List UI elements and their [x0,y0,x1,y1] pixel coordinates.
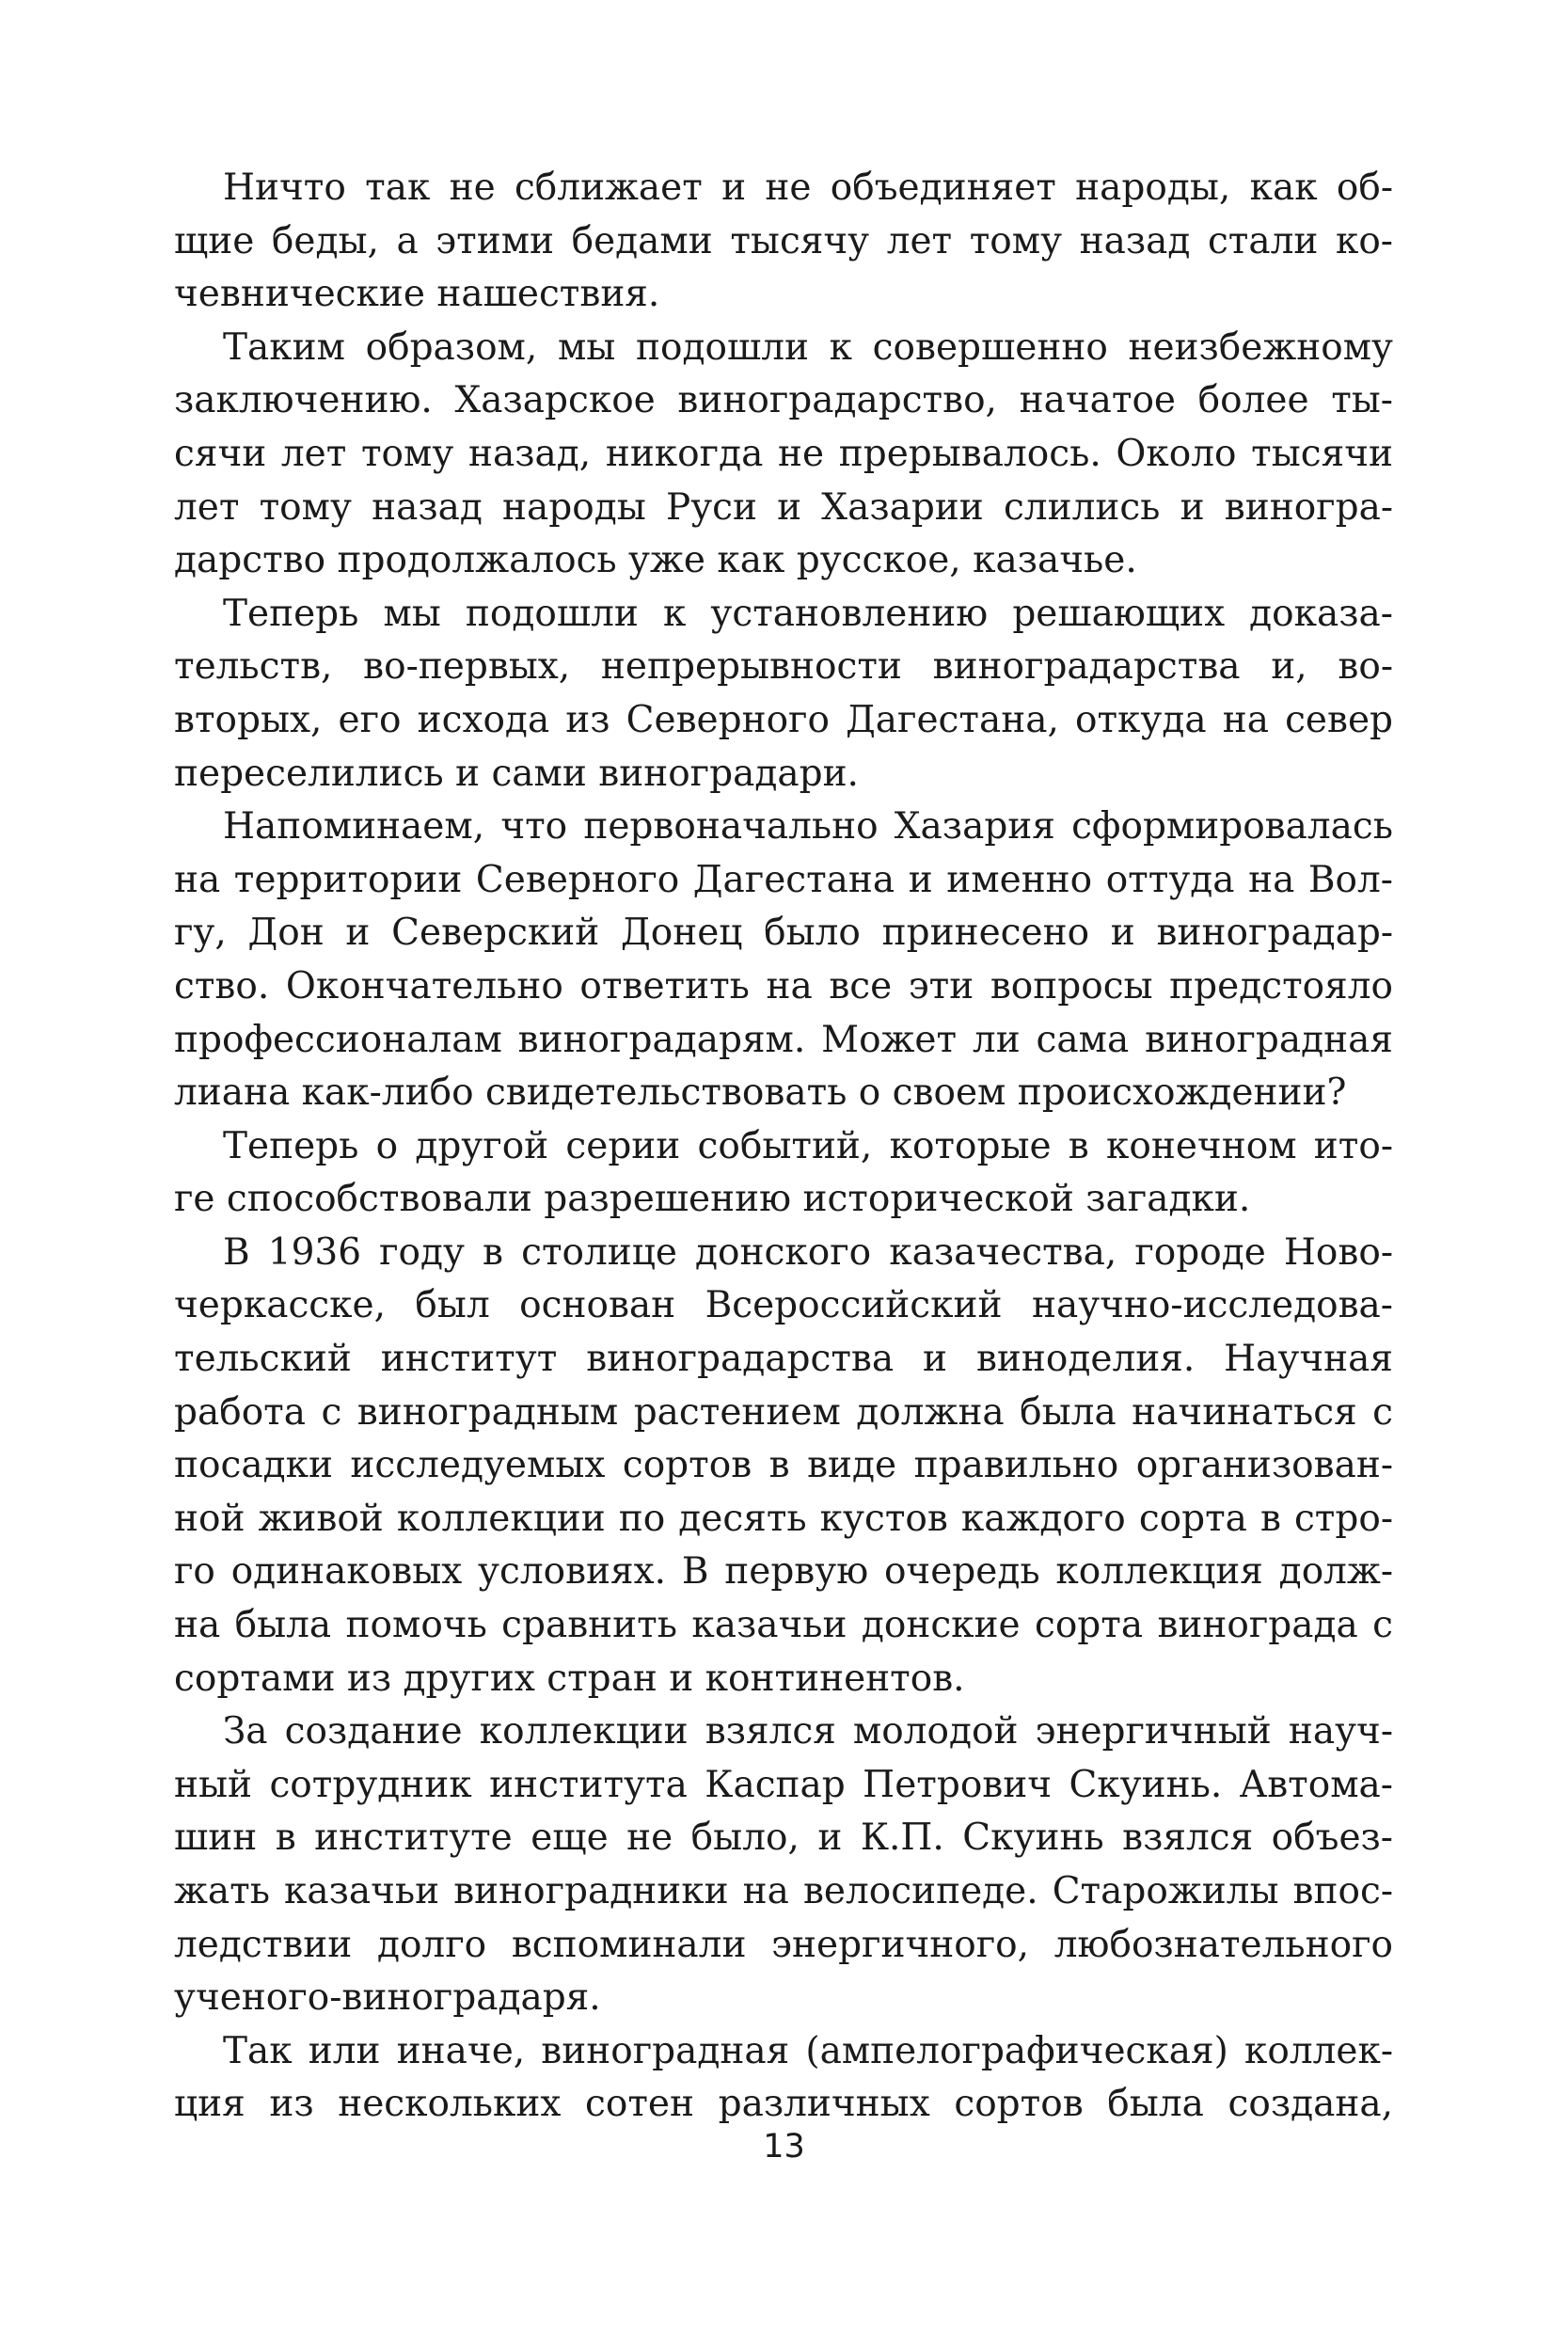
text-line: ство. Окончательно ответить на все эти вопросы предстояло [174,964,1393,1007]
text-line: тельский институт виноградарства и виноделия. Научная [174,1338,1393,1381]
text-line: на территории Северного Дагестана и именно оттуда на Вол- [174,858,1393,901]
text-line: Таким образом, мы подошли к совершенно неизбежному [223,325,1393,369]
text-line: Теперь мы подошли к установлению решающих доказа- [223,592,1393,635]
text-line: на была помочь сравнить казачьи донские сорта винограда с [174,1604,1393,1647]
paragraph [174,162,1393,322]
text-line: го одинаковых условиях. В первую очередь коллекция долж- [174,1550,1393,1594]
text-line: ция из нескольких сотен различных сортов была создана, [174,2083,1393,2126]
text-line: черкасске, был основан Всероссийский научно-исследова- [174,1284,1393,1327]
text-line: работа с виноградным растением должна была начинаться с [174,1390,1393,1434]
paragraph [174,1227,1393,1705]
text-line: вторых, его исхода из Северного Дагестана, откуда на север [174,698,1393,741]
text-line: ученого-виноградаря. [174,1976,601,2020]
text-line: В 1936 году в столице донского казачества, городе Ново- [223,1230,1393,1274]
text-line: чевнические нашествия. [174,273,660,316]
text-line: За создание коллекции взялся молодой энергичный науч- [223,1710,1393,1753]
text-line: ной живой коллекции по десять кустов каждого сорта в стро- [174,1497,1393,1540]
text-line: заключению. Хазарское виноградарство, начатое более ты- [174,379,1393,422]
text-line: жать казачьи виноградники на велосипеде. Старожилы впос- [174,1870,1393,1912]
paragraph [174,1705,1393,2025]
text-line: переселились и сами виноградари. [174,752,859,795]
text-line: Теперь о другой серии событий, которые в конечном ито- [223,1124,1393,1167]
text-line: ный сотрудник института Каспар Петрович Скуинь. Автома- [174,1763,1393,1806]
text-line: гу, Дон и Северский Донец было принесено и виноградар- [174,912,1393,955]
text-line: посадки исследуемых сортов в виде правильно организован- [174,1444,1393,1487]
text-line: сячи лет тому назад, никогда не прерывалось. Около тысячи [174,432,1393,475]
text-line: лиана как-либо свидетельствовать о своем происхождении? [174,1071,1347,1115]
paragraph [174,588,1393,801]
text-line: Ничто так не сближает и не объединяет народы, как об- [223,167,1393,209]
text-line: ге способствовали разрешению исторической загадки. [174,1178,1251,1221]
text-line: Напоминаем, что первоначально Хазария сформировалась [223,805,1393,849]
text-line: дарство продолжалось уже как русское, казачье. [174,539,1137,582]
text-line: профессионалам виноградарям. Может ли сама виноградная [174,1018,1393,1061]
text-line: тельств, во-первых, непрерывности виноградарства и, во- [174,645,1393,689]
text-line: ледствии долго вспоминали энергичного, любознательного [174,1923,1393,1966]
text-line: лет тому назад народы Руси и Хазарии слились и виногра- [174,485,1393,529]
paragraph [174,801,1393,1120]
body-text [174,162,1393,2132]
text-line: сортами из других стран и континентов. [174,1657,965,1700]
page-number: 13 [763,2128,805,2165]
paragraph [174,2025,1393,2132]
paragraph [174,322,1393,588]
text-line: шин в институте еще не было, и К.П. Скуинь взялся объез- [174,1816,1393,1860]
text-line: Так или иначе, виноградная (ампелографическая) коллек- [223,2029,1393,2072]
text-line: щие беды, а этими бедами тысячу лет тому назад стали ко- [174,219,1393,262]
paragraph [174,1120,1393,1227]
